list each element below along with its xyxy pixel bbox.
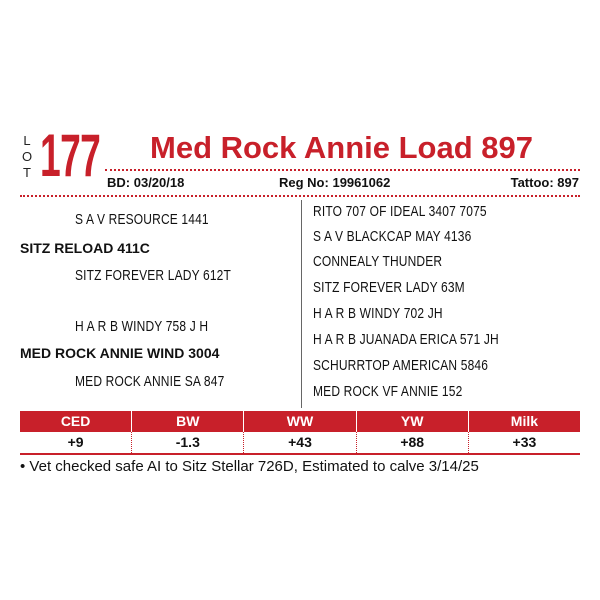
pedigree-ancestor: H A R B WINDY 702 JH [313,305,443,322]
pedigree-ancestor: CONNEALY THUNDER [313,253,443,270]
pedigree-sire-sire: S A V RESOURCE 1441 [75,211,209,228]
epd-table [20,411,580,455]
birth-date: BD: 03/20/18 [107,175,185,190]
pedigree-ancestor: H A R B JUANADA ERICA 571 JH [313,331,499,348]
epd-value: +9 [20,432,132,453]
epd-value: +88 [357,432,469,453]
epd-value: -1.3 [132,432,244,453]
animal-name: Med Rock Annie Load 897 [150,130,533,165]
lot-label [20,133,34,181]
pedigree-divider [301,200,302,408]
registration-number: Reg No: 19961062 [279,175,391,190]
pedigree-sire: SITZ RELOAD 411C [20,240,150,256]
pedigree-ancestor: SCHURRTOP AMERICAN 5846 [313,357,489,374]
pedigree-dam-dam: MED ROCK ANNIE SA 847 [75,373,225,390]
epd-header-row [20,411,580,432]
epd-value-row [20,432,580,455]
epd-header: Milk [510,413,539,429]
pedigree-dam-sire: H A R B WINDY 758 J H [75,318,209,335]
pedigree-ancestor: S A V BLACKCAP MAY 4136 [313,228,472,245]
info-divider [20,195,580,197]
pedigree-ancestor: RITO 707 OF IDEAL 3407 7075 [313,203,487,220]
lot-letter: T [23,165,31,180]
pedigree-ancestor: MED ROCK VF ANNIE 152 [313,383,463,400]
epd-header: YW [357,411,469,432]
epd-value: +33 [512,434,537,450]
lot-letter: O [21,149,33,164]
info-row [107,173,579,193]
tattoo: Tattoo: 897 [510,175,579,190]
epd-header: WW [244,411,356,432]
footnote: • Vet checked safe AI to Sitz Stellar 726D, Estimated to calve 3/14/25 [20,458,479,475]
pedigree-ancestor: SITZ FOREVER LADY 63M [313,279,465,296]
epd-header: CED [20,411,132,432]
title-divider [105,169,580,171]
pedigree-sire-dam: SITZ FOREVER LADY 612T [75,267,232,284]
pedigree-dam: MED ROCK ANNIE WIND 3004 [20,345,220,361]
lot-letter: L [23,133,31,148]
lot-number: 177 [40,122,101,189]
epd-value: +43 [244,432,356,453]
epd-header: BW [132,411,244,432]
